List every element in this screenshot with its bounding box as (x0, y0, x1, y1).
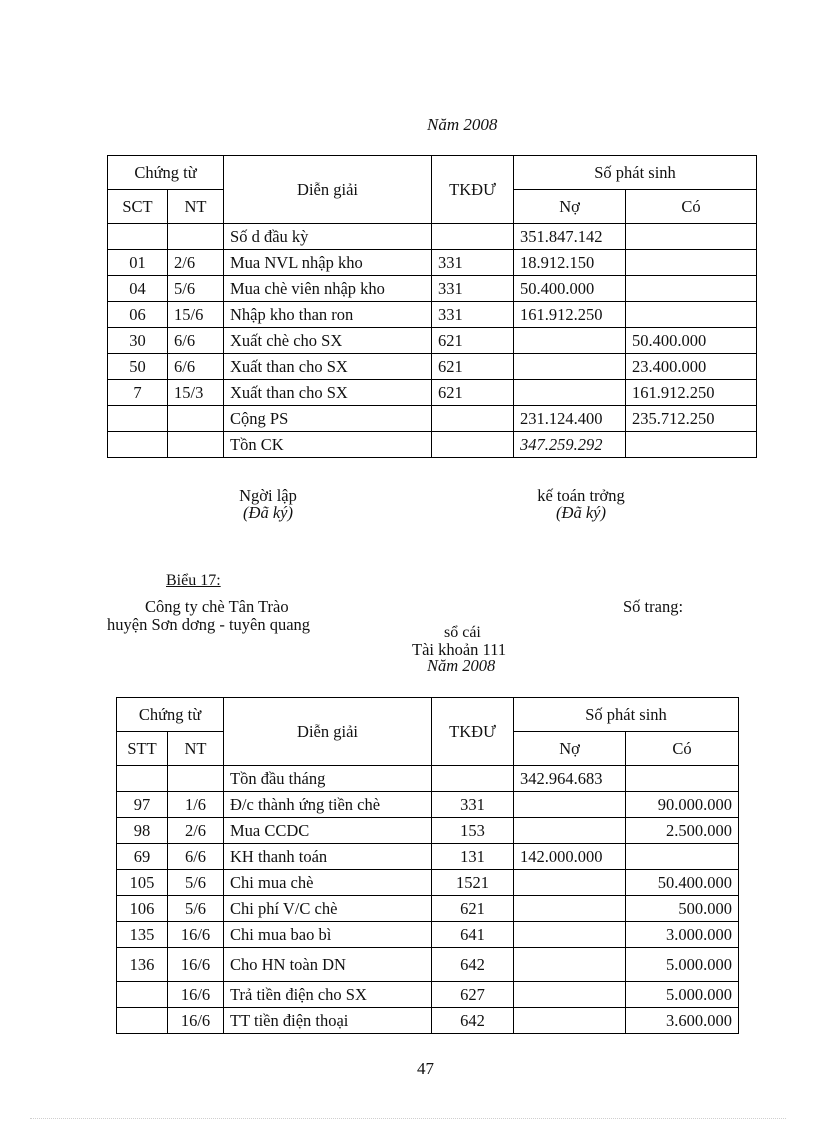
cell-nt: 15/6 (168, 302, 224, 328)
cell-tk (432, 406, 514, 432)
signature-preparer (218, 486, 318, 523)
table-row (108, 354, 757, 380)
cell-stt: 97 (117, 792, 168, 818)
cell-desc: Trả tiền điện cho SX (224, 982, 432, 1008)
footer-divider (30, 1118, 786, 1119)
signature-chief-accountant-title: kế toán trởng (537, 486, 625, 505)
cell-tk: 621 (432, 328, 514, 354)
cell-desc: Mua NVL nhập kho (224, 250, 432, 276)
cell-no: 342.964.683 (514, 766, 626, 792)
signature-preparer-title: Ngời lập (239, 486, 297, 505)
header-co: Có (626, 190, 757, 224)
cell-co: 5.000.000 (626, 982, 739, 1008)
ledger-table-2 (116, 697, 739, 1034)
cell-co (626, 224, 757, 250)
header-tkdu: TKĐƯ (432, 156, 514, 224)
cell-nt: 6/6 (168, 328, 224, 354)
cell-sct (108, 406, 168, 432)
ledger-title: sổ cái (444, 624, 481, 641)
cell-no (514, 328, 626, 354)
cell-co: 50.400.000 (626, 328, 757, 354)
table1-year-label: Năm 2008 (427, 115, 498, 134)
header-so-phat-sinh: Số phát sinh (514, 156, 757, 190)
cell-sct: 06 (108, 302, 168, 328)
cell-co (626, 766, 739, 792)
cell-tk: 642 (432, 948, 514, 982)
cell-no (514, 792, 626, 818)
signature-chief-accountant-note: (Đã ký) (556, 503, 606, 522)
cell-tk: 1521 (432, 870, 514, 896)
table2-year-label: Năm 2008 (427, 656, 496, 675)
header-stt: STT (117, 732, 168, 766)
cell-nt: 5/6 (168, 896, 224, 922)
ledger-table-1 (107, 155, 757, 458)
cell-co (626, 844, 739, 870)
account-title: Tài khoản 111 (412, 640, 507, 659)
cell-no: 18.912.150 (514, 250, 626, 276)
cell-desc: Chi mua bao bì (224, 922, 432, 948)
cell-tk: 621 (432, 896, 514, 922)
cell-nt: 16/6 (168, 1008, 224, 1034)
cell-sct: 50 (108, 354, 168, 380)
cell-tk: 642 (432, 1008, 514, 1034)
cell-tk: 621 (432, 354, 514, 380)
cell-desc: Đ/c thành ứng tiền chè (224, 792, 432, 818)
cell-tk (432, 432, 514, 458)
cell-tk: 621 (432, 380, 514, 406)
cell-sct (108, 224, 168, 250)
cell-no: 231.124.400 (514, 406, 626, 432)
cell-tk: 641 (432, 922, 514, 948)
cell-no (514, 948, 626, 982)
table-row (117, 792, 739, 818)
cell-tk: 331 (432, 792, 514, 818)
cell-nt (168, 406, 224, 432)
cell-co: 5.000.000 (626, 948, 739, 982)
header-co: Có (626, 732, 739, 766)
cell-stt (117, 766, 168, 792)
table-row (117, 844, 739, 870)
cell-co: 90.000.000 (626, 792, 739, 818)
cell-desc: Xuất than cho SX (224, 380, 432, 406)
header-tkdu: TKĐƯ (432, 698, 514, 766)
cell-desc: Chi phí V/C chè (224, 896, 432, 922)
cell-no (514, 982, 626, 1008)
table-row (117, 982, 739, 1008)
header-no: Nợ (514, 190, 626, 224)
cell-no (514, 1008, 626, 1034)
cell-sct (108, 432, 168, 458)
bieu-label: Biểu 17: (166, 572, 221, 589)
cell-nt: 15/3 (168, 380, 224, 406)
cell-desc: Cộng PS (224, 406, 432, 432)
table-row (117, 818, 739, 844)
header-chung-tu: Chứng từ (117, 698, 224, 732)
cell-no (514, 870, 626, 896)
cell-nt: 5/6 (168, 276, 224, 302)
cell-no: 347.259.292 (514, 432, 626, 458)
signature-chief-accountant (518, 486, 644, 523)
header-dien-giai: Diễn giải (224, 156, 432, 224)
table1-body (108, 224, 757, 458)
cell-tk: 331 (432, 250, 514, 276)
cell-desc: Mua chè viên nhập kho (224, 276, 432, 302)
cell-desc: Xuất than cho SX (224, 354, 432, 380)
table-row (108, 276, 757, 302)
company-location: huyện Sơn dơng - tuyên quang (107, 615, 311, 634)
cell-desc: Tồn CK (224, 432, 432, 458)
page-number: 47 (417, 1059, 434, 1078)
cell-desc: Xuất chè cho SX (224, 328, 432, 354)
cell-sct: 7 (108, 380, 168, 406)
cell-nt: 5/6 (168, 870, 224, 896)
cell-stt: 98 (117, 818, 168, 844)
cell-stt (117, 982, 168, 1008)
header-nt: NT (168, 190, 224, 224)
cell-desc: Nhập kho than ron (224, 302, 432, 328)
cell-no: 142.000.000 (514, 844, 626, 870)
cell-stt: 106 (117, 896, 168, 922)
cell-desc: Tồn đầu tháng (224, 766, 432, 792)
header-chung-tu: Chứng từ (108, 156, 224, 190)
table-row (108, 432, 757, 458)
cell-stt: 69 (117, 844, 168, 870)
cell-co (626, 302, 757, 328)
cell-nt: 6/6 (168, 354, 224, 380)
signature-preparer-note: (Đã ký) (243, 503, 293, 522)
table-row (108, 406, 757, 432)
cell-desc: TT tiền điện thoại (224, 1008, 432, 1034)
cell-stt: 136 (117, 948, 168, 982)
table-row (108, 328, 757, 354)
header-no: Nợ (514, 732, 626, 766)
table-row (117, 896, 739, 922)
cell-tk (432, 766, 514, 792)
cell-co: 235.712.250 (626, 406, 757, 432)
cell-no (514, 896, 626, 922)
cell-desc: KH thanh toán (224, 844, 432, 870)
cell-co: 50.400.000 (626, 870, 739, 896)
table-row (117, 766, 739, 792)
cell-no: 161.912.250 (514, 302, 626, 328)
cell-desc: Mua CCDC (224, 818, 432, 844)
header-dien-giai: Diễn giải (224, 698, 432, 766)
header-sct: SCT (108, 190, 168, 224)
cell-co: 23.400.000 (626, 354, 757, 380)
cell-desc: Số d đầu kỳ (224, 224, 432, 250)
table-row (117, 948, 739, 982)
table-row (117, 1008, 739, 1034)
table-row (108, 302, 757, 328)
table-row (117, 870, 739, 896)
table-row (108, 380, 757, 406)
cell-no (514, 922, 626, 948)
cell-co (626, 250, 757, 276)
cell-stt (117, 1008, 168, 1034)
cell-desc: Cho HN toàn DN (224, 948, 432, 982)
cell-no: 351.847.142 (514, 224, 626, 250)
table2-body (117, 766, 739, 1034)
cell-nt: 1/6 (168, 792, 224, 818)
cell-nt: 16/6 (168, 982, 224, 1008)
cell-co: 161.912.250 (626, 380, 757, 406)
cell-nt (168, 432, 224, 458)
cell-tk: 153 (432, 818, 514, 844)
cell-nt: 16/6 (168, 948, 224, 982)
cell-co: 500.000 (626, 896, 739, 922)
cell-tk: 131 (432, 844, 514, 870)
cell-no (514, 818, 626, 844)
cell-co: 3.600.000 (626, 1008, 739, 1034)
cell-co (626, 432, 757, 458)
table-row (108, 224, 757, 250)
table-row (108, 250, 757, 276)
cell-desc: Chi mua chè (224, 870, 432, 896)
cell-tk: 627 (432, 982, 514, 1008)
header-nt: NT (168, 732, 224, 766)
cell-nt: 2/6 (168, 818, 224, 844)
cell-no: 50.400.000 (514, 276, 626, 302)
page-count-label: Số trang: (623, 597, 684, 616)
cell-co (626, 276, 757, 302)
cell-tk: 331 (432, 302, 514, 328)
cell-sct: 04 (108, 276, 168, 302)
cell-nt: 16/6 (168, 922, 224, 948)
cell-nt (168, 224, 224, 250)
cell-co: 3.000.000 (626, 922, 739, 948)
company-name: Công ty chè Tân Trào (145, 597, 289, 616)
table-row (117, 922, 739, 948)
cell-no (514, 354, 626, 380)
cell-stt: 105 (117, 870, 168, 896)
cell-sct: 30 (108, 328, 168, 354)
cell-sct: 01 (108, 250, 168, 276)
header-so-phat-sinh: Số phát sinh (514, 698, 739, 732)
cell-no (514, 380, 626, 406)
cell-tk: 331 (432, 276, 514, 302)
cell-stt: 135 (117, 922, 168, 948)
cell-nt: 2/6 (168, 250, 224, 276)
cell-nt (168, 766, 224, 792)
cell-tk (432, 224, 514, 250)
cell-nt: 6/6 (168, 844, 224, 870)
cell-co: 2.500.000 (626, 818, 739, 844)
